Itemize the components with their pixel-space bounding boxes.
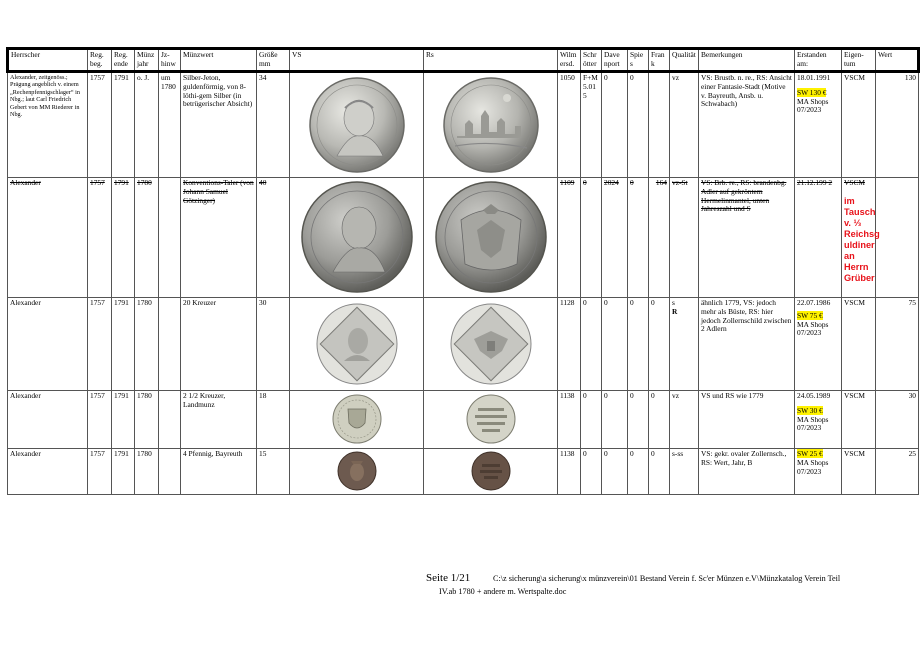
spies-cell: 0 bbox=[628, 390, 649, 448]
header-cell: Herrscher bbox=[8, 49, 88, 72]
spies-cell: 0 bbox=[628, 71, 649, 177]
size-cell: 40 bbox=[257, 177, 290, 297]
davenport-cell: 0 bbox=[602, 297, 628, 390]
value-highlight: SW 130 € bbox=[797, 87, 827, 97]
coin-obverse-copper-icon bbox=[336, 450, 378, 492]
owner-cell bbox=[842, 177, 880, 297]
ruler-cell: Alexander bbox=[8, 390, 88, 448]
reign-end-cell: 1791 bbox=[112, 71, 135, 177]
year-note-cell bbox=[159, 297, 181, 390]
denomination-cell: 2 1/2 Kreuzer, Landmunz bbox=[181, 390, 257, 448]
header-cell: Reg. ende bbox=[112, 49, 135, 72]
frank-cell: 0 bbox=[649, 297, 670, 390]
coin-reverse-text-icon bbox=[465, 393, 517, 445]
denomination-cell: 20 Kreuzer bbox=[181, 297, 257, 390]
size-cell: 18 bbox=[257, 390, 290, 448]
header-cell: Größe mm bbox=[257, 49, 290, 72]
wilmersdoerffer-cell: 1128 bbox=[558, 297, 581, 390]
file-path: C:\z sicherung\a sicherung\x münzverein\01 Bestand Verein f. Sc'er Münzen e.V\Münzkatalog Verein Teil bbox=[493, 574, 841, 583]
obverse-image-cell bbox=[290, 297, 424, 390]
owner-cell: VSCM bbox=[842, 71, 876, 177]
year-note-cell: um 1780 bbox=[159, 71, 181, 177]
wilmersdoerffer-cell: 1138 bbox=[558, 390, 581, 448]
quality-cell: s-ss bbox=[670, 448, 699, 494]
year-note-cell bbox=[159, 448, 181, 494]
mint-year-cell: 1780 bbox=[135, 390, 159, 448]
obverse-image-cell bbox=[290, 390, 424, 448]
davenport-cell: 0 bbox=[602, 71, 628, 177]
header-cell: Schr ötter bbox=[581, 49, 602, 72]
remarks-cell: VS und RS wie 1779 bbox=[699, 390, 795, 448]
year-note-cell bbox=[159, 390, 181, 448]
acquired-cell: 21.12.199 2 bbox=[795, 177, 842, 297]
header-cell: Rs bbox=[424, 49, 558, 72]
remarks-cell: VS: Brustb. n. re., RS: Ansicht einer Fantasie-Stadt (Motive v. Bayreuth, Ansb. u. Schwabach) bbox=[699, 71, 795, 177]
wilmersdoerffer-cell: 1109 bbox=[558, 177, 581, 297]
reign-start-cell: 1757 bbox=[88, 177, 112, 297]
acquired-cell bbox=[795, 390, 842, 448]
size-cell: 34 bbox=[257, 71, 290, 177]
header-cell: Bemerkungen bbox=[699, 49, 795, 72]
header-cell: Münz jahr bbox=[135, 49, 159, 72]
value-highlight: SW 25 € bbox=[797, 448, 823, 458]
denomination-cell: 4 Pfennig, Bayreuth bbox=[181, 448, 257, 494]
obverse-image-cell bbox=[290, 177, 424, 297]
value-cell: 130 bbox=[876, 71, 919, 177]
coin-obverse-bust-icon bbox=[297, 180, 417, 294]
header-cell: Jz- hinw bbox=[159, 49, 181, 72]
wilmersdoerffer-cell: 1050 bbox=[558, 71, 581, 177]
mint-year-cell: 1780 bbox=[135, 177, 159, 297]
coin-obverse-bust-icon bbox=[301, 76, 413, 174]
header-cell: Reg. beg. bbox=[88, 49, 112, 72]
schroetter-cell: 0 bbox=[581, 177, 602, 297]
reverse-image-cell bbox=[424, 71, 558, 177]
remarks-cell: ähnlich 1779, VS: jedoch mehr als Büste, RS: hier jedoch Zollernschild zwischen 2 Adlern bbox=[699, 297, 795, 390]
acquired-date: 22.07.1986 bbox=[797, 297, 831, 307]
quality-cell bbox=[670, 297, 699, 390]
value-source: MA Shops 07/2023 bbox=[797, 96, 829, 115]
wilmersdoerffer-cell: 1138 bbox=[558, 448, 581, 494]
acquired-date: 24.05.1989 bbox=[797, 390, 831, 400]
frank-cell: 0 bbox=[649, 448, 670, 494]
quality-cell: vz-St bbox=[670, 177, 699, 297]
value-highlight: SW 30 € bbox=[797, 405, 823, 415]
table-row bbox=[8, 297, 919, 390]
acquired-cell bbox=[795, 448, 842, 494]
acquired-cell bbox=[795, 297, 842, 390]
value-cell: 75 bbox=[876, 297, 919, 390]
coin-obverse-shield-icon bbox=[331, 393, 383, 445]
page-number: Seite 1/21 bbox=[426, 572, 471, 584]
spies-cell: 0 bbox=[628, 297, 649, 390]
frank-cell: 164 bbox=[649, 177, 670, 297]
schroetter-cell: 0 bbox=[581, 448, 602, 494]
ruler-cell: Alexander bbox=[8, 448, 88, 494]
exchange-note: im Tausch v. ⅓ Reichsg uldiner an Herrn Grüber bbox=[844, 195, 880, 283]
header-cell: Erstanden am: bbox=[795, 49, 842, 72]
remarks-cell: VS: gekr. ovaler Zollernsch., RS: Wert, Jahr, B bbox=[699, 448, 795, 494]
table-row bbox=[8, 390, 919, 448]
reign-start-cell: 1757 bbox=[88, 390, 112, 448]
reign-end-cell: 1791 bbox=[112, 297, 135, 390]
quality-grade: s bbox=[672, 297, 675, 307]
ruler-cell: Alexander bbox=[8, 177, 88, 297]
header-cell: Münzwert bbox=[181, 49, 257, 72]
rarity-mark: R bbox=[672, 306, 678, 316]
reign-end-cell: 1791 bbox=[112, 448, 135, 494]
obverse-image-cell bbox=[290, 71, 424, 177]
table-row bbox=[8, 177, 919, 297]
value-source: MA Shops 07/2023 bbox=[797, 319, 829, 338]
size-cell: 15 bbox=[257, 448, 290, 494]
value-source: MA Shops 07/2023 bbox=[797, 414, 829, 433]
table-row bbox=[8, 71, 919, 177]
coin-obverse-diamond-icon bbox=[314, 301, 400, 387]
table-header-row bbox=[8, 49, 919, 72]
mint-year-cell: o. J. bbox=[135, 71, 159, 177]
header-cell: Wilm ersd. bbox=[558, 49, 581, 72]
reverse-image-cell bbox=[424, 448, 558, 494]
value-highlight: SW 75 € bbox=[797, 310, 823, 320]
header-cell: Fran k bbox=[649, 49, 670, 72]
owner-cell: VSCM bbox=[842, 297, 876, 390]
schroetter-cell: 0 bbox=[581, 297, 602, 390]
davenport-cell: 0 bbox=[602, 448, 628, 494]
mint-year-cell: 1780 bbox=[135, 448, 159, 494]
reverse-image-cell bbox=[424, 297, 558, 390]
reign-start-cell: 1757 bbox=[88, 297, 112, 390]
ruler-cell: Alexander, zeitgenöss.; Prägung angeblich v. einem „Rechenpfennigschlager“ in Nbg.; laut Carl Friedrich Gebert von MM Riederer in Nbg. bbox=[8, 71, 88, 177]
spies-cell: 0 bbox=[628, 448, 649, 494]
quality-cell: vz bbox=[670, 71, 699, 177]
coin-reverse-copper-icon bbox=[470, 450, 512, 492]
spies-cell: 0 bbox=[628, 177, 649, 297]
size-cell: 30 bbox=[257, 297, 290, 390]
coin-reverse-eagle-icon bbox=[431, 180, 551, 294]
header-cell: Spie s bbox=[628, 49, 649, 72]
owner-name: VSCM bbox=[844, 177, 865, 187]
reign-start-cell: 1757 bbox=[88, 448, 112, 494]
denomination-cell: Konventions-Taler (von Johann Samuel Götzinger) bbox=[181, 177, 257, 297]
owner-cell: VSCM bbox=[842, 390, 876, 448]
year-note-cell bbox=[159, 177, 181, 297]
coin-reverse-city-icon bbox=[435, 76, 547, 174]
acquired-date: 18.01.1991 bbox=[797, 72, 831, 82]
coin-catalog-table bbox=[6, 47, 920, 495]
ruler-cell: Alexander bbox=[8, 297, 88, 390]
frank-cell bbox=[649, 71, 670, 177]
reign-end-cell: 1791 bbox=[112, 177, 135, 297]
value-cell: 25 bbox=[876, 448, 919, 494]
denomination-cell: Silber-Jeton, guldenförmig, von 8-löthi-gem Silber (in betrügerischer Absicht) bbox=[181, 71, 257, 177]
header-cell: Qualität bbox=[670, 49, 699, 72]
header-cell: Dave nport bbox=[602, 49, 628, 72]
davenport-cell: 0 bbox=[602, 390, 628, 448]
value-cell bbox=[876, 177, 919, 297]
table-row bbox=[8, 448, 919, 494]
frank-cell: 0 bbox=[649, 390, 670, 448]
file-name: IV.ab 1780 + andere m. Wertspalte.doc bbox=[439, 587, 567, 596]
schroetter-cell: 0 bbox=[581, 390, 602, 448]
value-source: MA Shops 07/2023 bbox=[797, 457, 829, 476]
reign-start-cell: 1757 bbox=[88, 71, 112, 177]
schroetter-cell: F+M 5.01 5 bbox=[581, 71, 602, 177]
reign-end-cell: 1791 bbox=[112, 390, 135, 448]
header-cell: VS bbox=[290, 49, 424, 72]
reverse-image-cell bbox=[424, 390, 558, 448]
obverse-image-cell bbox=[290, 448, 424, 494]
value-cell: 30 bbox=[876, 390, 919, 448]
mint-year-cell: 1780 bbox=[135, 297, 159, 390]
owner-cell: VSCM bbox=[842, 448, 876, 494]
header-cell: Wert bbox=[876, 49, 919, 72]
quality-cell: vz bbox=[670, 390, 699, 448]
davenport-cell: 2024 bbox=[602, 177, 628, 297]
coin-reverse-diamond-eagle-icon bbox=[448, 301, 534, 387]
remarks-cell: VS: Brb. re., RS: brandenbg. Adler auf gekröntem Hermelinmantel, unten Jahreszahl und S bbox=[699, 177, 795, 297]
reverse-image-cell bbox=[424, 177, 558, 297]
header-cell: Eigen- tum bbox=[842, 49, 876, 72]
acquired-cell bbox=[795, 71, 842, 177]
